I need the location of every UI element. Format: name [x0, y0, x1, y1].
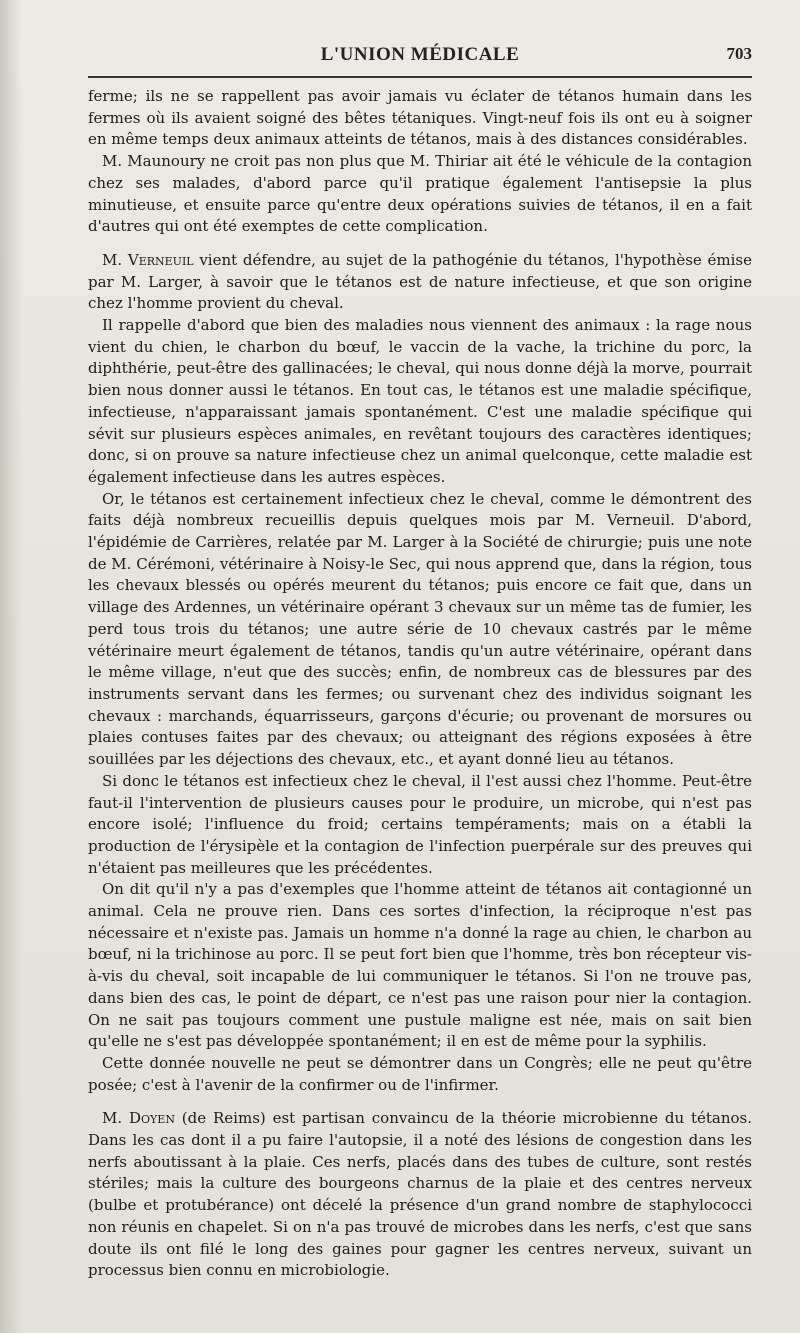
speaker-name: M. Verneuil	[102, 250, 194, 269]
page-header	[88, 40, 752, 76]
paragraph-text: (de Reims) est partisan convaincu de la théorie microbienne du tétanos. Dans les cas dont il a pu faire l'autopsie, il a noté des lésions de congestion dans les nerfs aboutissant à la plaie. Ces nerfs, placés dans des tubes de culture, sont restés stériles; mais la culture des bourgeons charnus de la plaie et des centres nerveux (bulbe et protubérance) ont décelé la présence d'un grand nombre de staphylococci non réunis en chapelet. Si on n'a pas trouvé de microbes dans les nerfs, c'est que sans doute ils ont filé le long des gaines pour gagner les centres nerveux, suivant un processus bien connu en microbiologie.	[88, 1109, 752, 1280]
paragraph: Cette donnée nouvelle ne peut se démontrer dans un Congrès; elle ne peut qu'être posée; c'est à l'avenir de la confirmer ou de l'infirmer.	[88, 1053, 752, 1094]
page-edge-shadow	[0, 0, 22, 1333]
paragraph: On dit qu'il n'y a pas d'exemples que l'homme atteint de tétanos ait contagionné un animal. Cela ne prouve rien. Dans ces sortes d'infection, la réciproque n'est pas nécessaire et n'existe pas. Jamais un homme n'a donné la rage au chien, le charbon au bœuf, ni la trichinose au porc. Il se peut fort bien que l'homme, très bon récepteur vis-à-vis du cheval, soit incapable de lui communiquer le tétanos. Si l'on ne trouve pas, dans bien des cas, le point de départ, ce n'est pas une raison pour nier la contagion. On ne sait pas toujours comment une pustule maligne est née, mais on sait bien qu'elle ne s'est pas développée spontanément; il en est de même pour la syphilis.	[88, 880, 752, 1051]
paragraph	[88, 250, 752, 315]
paragraph-text: vient défendre, au sujet de la pathogénie du tétanos, l'hypothèse émise par M. Larger, à savoir que le tétanos est de nature infectieuse, et que son origine chez l'homme provient du cheval.	[88, 250, 752, 313]
paragraph: M. Maunoury ne croit pas non plus que M. Thiriar ait été le véhicule de la contagion chez ses malades, d'abord parce qu'il pratique également l'antisepsie la plus minutieuse, et ensuite parce qu'entre deux opérations suivies de tétanos, il en a fait d'autres qui ont été exemptes de cette complication.	[88, 152, 752, 236]
paragraph: Il rappelle d'abord que bien des maladies nous viennent des animaux : la rage nous vient du chien, le charbon du bœuf, le vaccin de la vache, la trichine du porc, la diphthérie, peut-être des gallinacées; le cheval, qui nous donne déjà la morve, pourrait bien nous donner aussi le tétanos. En tout cas, le tétanos est une maladie spécifique, infectieuse, n'apparaissant jamais spontanément. C'est une maladie spécifique qui sévit sur plusieurs espèces animales, en revêtant toujours des caractères identiques; donc, si on prouve sa nature infectieuse chez un animal quelconque, cette maladie est également infectieuse dans les autres espèces.	[88, 316, 752, 486]
article-body	[88, 86, 752, 1282]
header-rule	[88, 76, 752, 78]
paragraph: Si donc le tétanos est infectieux chez le cheval, il l'est aussi chez l'homme. Peut-être faut-il l'intervention de plusieurs causes pour le produire, un microbe, qui n'est pas encore isolé; l'influence du froid; certains tempéraments; mais on a établi la production de l'érysipèle et la contagion de l'infection puerpérale sur des preuves qui n'étaient pas meilleures que les précédentes.	[88, 771, 752, 877]
page-number: 703	[726, 44, 752, 63]
speaker-name: M. Doyen	[102, 1109, 175, 1128]
paragraph: Or, le tétanos est certainement infectieux chez le cheval, comme le démontrent des faits déjà nombreux recueillis depuis quelques mois par M. Verneuil. D'abord, l'épidémie de Carrières, relatée par M. Larger à la Société de chirurgie; puis une note de M. Cérémoni, vétérinaire à Noisy-le Sec, qui nous apprend que, dans la région, tous les chevaux blessés ou opérés meurent du tétanos; puis encore ce fait que, dans un village des Ardennes, un vétérinaire opérant 3 chevaux sur un même tas de fumier, les perd tous trois du tétanos; une autre série de 10 chevaux castrés par le même vétérinaire meurt également de tétanos, tandis qu'un autre vétérinaire, opérant dans le même village, n'eut que des succès; enfin, de nombreux cas de blessures par des instruments servant dans les fermes; ou survenant chez des individus soignant les chevaux : marchands, équarrisseurs, garçons d'écurie; ou provenant de morsures ou plaies contuses faites par des chevaux; ou atteignant des régions exposées à être souillées par les déjections des chevaux, etc., et ayant donné lieu au tétanos.	[88, 489, 752, 769]
paragraph	[88, 1108, 752, 1282]
running-title: L'UNION MÉDICALE	[320, 44, 520, 65]
paragraph: ferme; ils ne se rappellent pas avoir jamais vu éclater de tétanos humain dans les fermes où ils avaient soigné des bêtes tétaniques. Vingt-neuf fois ils ont eu à soigner en même temps deux animaux atteints de tétanos, mais à des distances considérables.	[88, 87, 752, 149]
